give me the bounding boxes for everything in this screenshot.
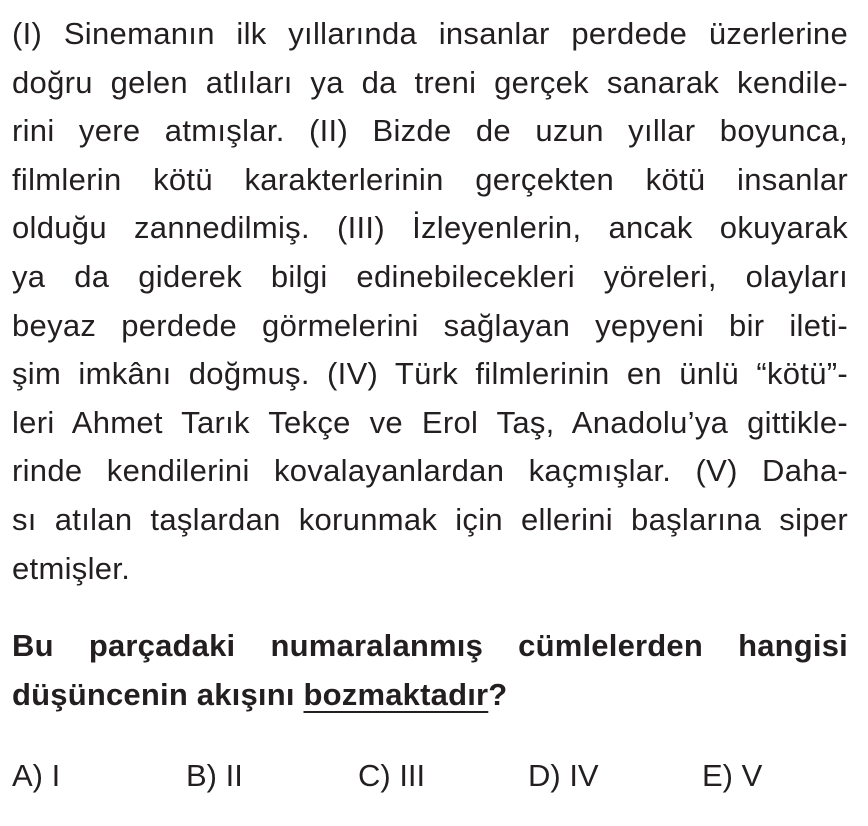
prompt-text: düşüncenin akışını <box>12 676 304 712</box>
passage <box>12 0 848 593</box>
passage-line: ya da giderek bilgi edinebilecekleri yöreleri, olayları <box>12 258 848 294</box>
passage-line: olduğu zannedilmiş. (III) İzleyenlerin, ancak okuyarak <box>12 210 848 246</box>
passage-line: etmişler. <box>12 550 131 586</box>
passage-line: filmlerin kötü karakterlerinin gerçekten kötü insanlar <box>12 161 848 197</box>
passage-line: sı atılan taşlardan korunmak için ellerini başlarına siper <box>12 501 848 537</box>
option-a[interactable]: A) I <box>12 758 61 793</box>
passage-line: rini yere atmışlar. (II) Bizde de uzun yıllar boyunca, <box>12 113 848 149</box>
question-prompt <box>12 622 848 719</box>
option-d[interactable]: D) IV <box>528 758 599 793</box>
prompt-emphasis: bozmaktadır <box>303 676 489 712</box>
passage-line: doğru gelen atlıları ya da treni gerçek sanarak kendile- <box>12 64 848 100</box>
passage-line: rinde kendilerini kovalayanlardan kaçmışlar. (V) Daha- <box>12 453 848 489</box>
passage-line: leri Ahmet Tarık Tekçe ve Erol Taş, Anadolu’ya gittikle- <box>12 404 848 440</box>
prompt-question-mark: ? <box>488 676 508 712</box>
answer-options <box>12 754 848 798</box>
prompt-line-1: Bu parçadaki numaralanmış cümlelerden hangisi <box>12 628 848 663</box>
option-e[interactable]: E) V <box>702 758 763 793</box>
passage-line: (I) Sinemanın ilk yıllarında insanlar perdede üzerlerine <box>12 16 848 51</box>
prompt-line-2 <box>12 671 848 720</box>
option-b[interactable]: B) II <box>186 758 243 793</box>
passage-line: beyaz perdede görmelerini sağlayan yepyeni bir ileti- <box>12 307 848 343</box>
passage-line: şim imkânı doğmuş. (IV) Türk filmlerinin en ünlü “kötü”- <box>12 356 848 392</box>
question <box>12 0 848 793</box>
option-c[interactable]: C) III <box>358 758 426 793</box>
